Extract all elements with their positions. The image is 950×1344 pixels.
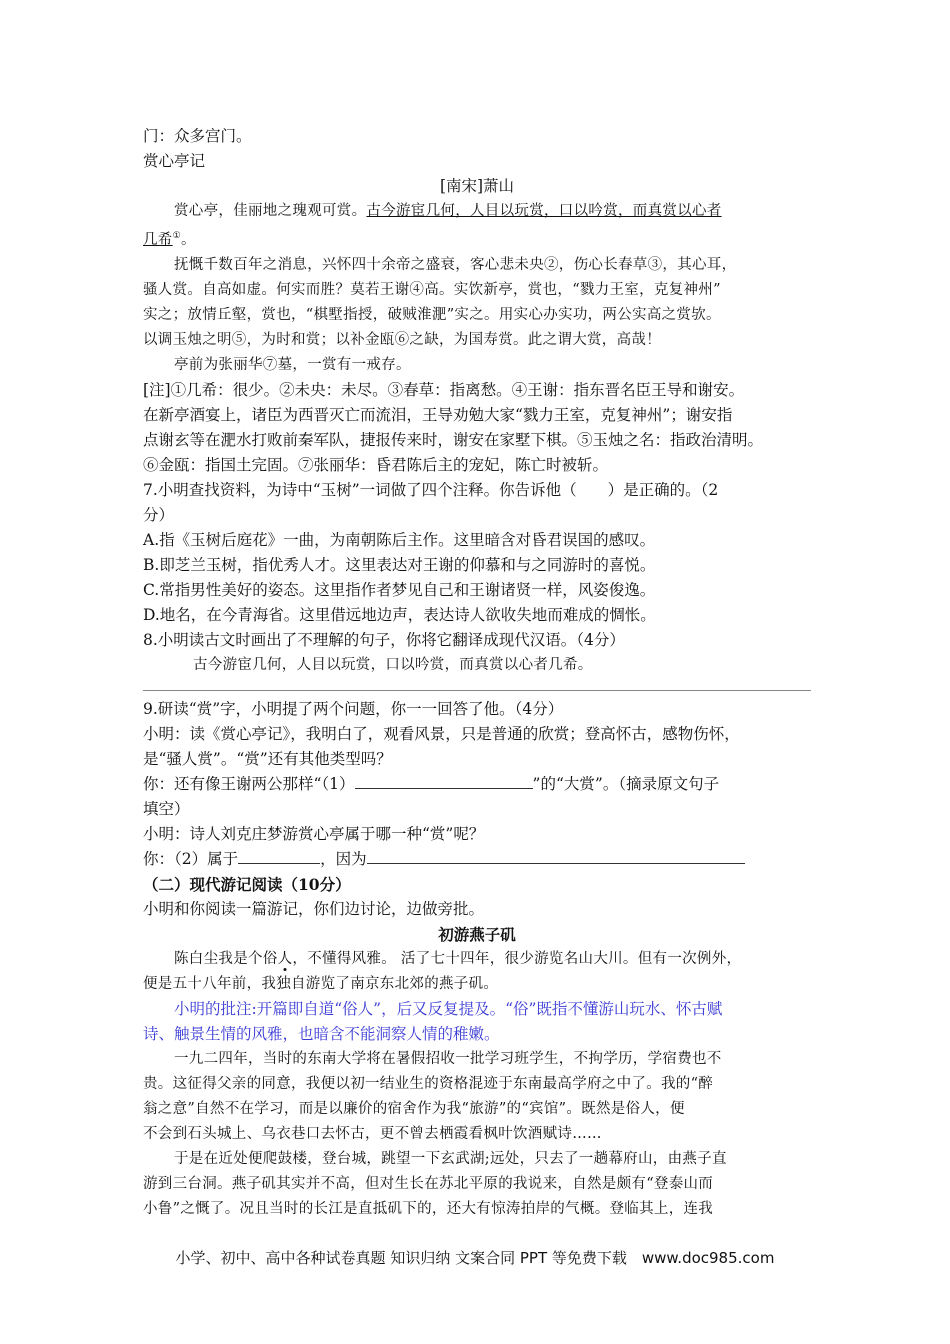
question-8-sentence: 古今游宦几何，人目以玩赏，口以吟赏，而真赏以心者几希。 — [193, 656, 593, 673]
answer-line[interactable] — [143, 680, 811, 691]
note-line: ⑥金瓯：指国土完固。⑦张丽华：昏君陈后主的宠妃，陈亡时被斩。 — [143, 455, 609, 474]
dialog-line: 小明：诗人刘克庄梦游赏心亭属于哪一种“赏”呢？ — [143, 824, 485, 843]
note-line: [注]①几希：很少。②未央：未尽。③春草：指离愁。④王谢：指东晋名臣王导和谢安。 — [143, 380, 745, 399]
note-line: 点谢玄等在淝水打败前秦军队，捷报传来时，谢安在家墅下棋。⑤玉烛之名：指政治清明。 — [143, 430, 764, 449]
text-line: 陈白尘我是个俗人，不懂得风雅。 活了七十四年，很少游览名山大川。但有一次例外， — [174, 950, 742, 967]
answer-blank-1[interactable] — [355, 772, 533, 789]
student-comment: 小明的批注:开篇即自道“俗人”，后又反复提及。“俗”既指不懂游山玩水、怀古赋 — [174, 999, 723, 1018]
text-line: 于是在近处便爬鼓楼，登台城，跳望一下玄武湖;远处，只去了一趟幕府山，由燕子直 — [174, 1150, 727, 1167]
text-line: 亭前为张丽华⑦墓，一赏有一戒存。 — [174, 356, 411, 373]
text-line: 抚慨千数百年之消息，兴怀四十余帝之盛衰，客心悲未央②，伤心长春草③，其心耳， — [174, 256, 737, 273]
text-line: 实之；放情丘壑，赏也，“棋墅指授，破贼淮淝”实之。用实心办实功，两公实高之赏欤。 — [143, 306, 721, 323]
text-line: 翁之意”自然不在学习，而是以廉价的宿舍作为我“旅游”的“宾馆”。既然是俗人，便 — [143, 1100, 685, 1117]
question-8: 8.小明读古文时画出了不理解的句子，你将它翻译成现代汉语。（4分） — [143, 630, 625, 649]
option-c: C.常指男性美好的姿态。这里指作者梦见自己和王谢诸贤一样，风姿俊逸。 — [143, 580, 656, 599]
note-line: 在新亭酒宴上，诸臣为西晋灭亡而流泪，王导劝勉大家“戮力王室，克复神州”；谢安指 — [143, 405, 733, 424]
text-line: 小鲁”之慨了。况且当时的长江是直抵矶下的，还大有惊涛拍岸的气概。登临其上，连我 — [143, 1200, 714, 1217]
option-d: D.地名，在今青海省。这里借远地边声，表达诗人欲收失地而难成的惆怅。 — [143, 605, 656, 624]
text-line: 小明和你阅读一篇游记，你们边讨论，边做旁批。 — [143, 899, 485, 918]
dialog-line: 你：还有像王谢两公那样“（1） ”的“大赏”。（摘录原文句子 — [143, 772, 811, 797]
passage-title: 赏心亭记 — [143, 152, 206, 170]
option-a: A.指《玉树后庭花》一曲，为南朝陈后主作。这里暗含对昏君误国的感叹。 — [143, 530, 656, 549]
text-line: 赏心亭，佳丽地之瑰观可赏。古今游宦几何，人目以玩赏，口以吟赏，而真赏以心者 — [174, 203, 722, 219]
option-b: B.即芝兰玉树，指优秀人才。这里表达对王谢的仰慕和与之同游时的喜悦。 — [143, 555, 656, 574]
document-page — [143, 124, 811, 1222]
text-line: 贵。这征得父亲的同意，我便以初一结业生的资格混迹于东南最高学府之中了。我的“醉 — [143, 1075, 714, 1092]
student-comment: 诗、触景生情的风雅，也暗含不能洞察人情的稚嫩。 — [143, 1024, 500, 1043]
text-line: 不会到石头城上、乌衣巷口去怀古，更不曾去栖霞看枫叶饮酒赋诗…… — [143, 1125, 602, 1142]
text-line: 骚人赏。自高如虚。何实而胜？莫若王谢④高。实饮新亭，赏也，“戮力王室，克复神州” — [143, 281, 721, 298]
dialog-line: 填空） — [143, 799, 190, 818]
section-heading: （二）现代游记阅读（10分） — [143, 874, 351, 894]
emphasis-dot: 人 — [277, 950, 293, 967]
question-7-cont: 分） — [143, 505, 175, 524]
underlined-sentence: 古今游宦几何，人目以玩赏，口以吟赏，而真赏以心者 — [366, 203, 722, 219]
author-line: [南宋]萧山 — [439, 177, 515, 195]
question-7: 7.小明查找资料，为诗中“玉树”一词做了四个注释。你告诉他（ ）是正确的。（2 — [143, 480, 719, 499]
answer-blank-2a[interactable] — [238, 847, 320, 864]
text-line: 门：众多宫门。 — [143, 127, 252, 145]
question-9: 9.研读“赏”字，小明提了两个问题，你一一回答了他。（4分） — [143, 699, 564, 718]
dialog-line: 是“骚人赏”。“赏”还有其他类型吗？ — [143, 749, 392, 768]
text-line: 以调玉烛之明⑤，为时和赏；以补金瓯⑥之缺，为国寿赏。此之谓大赏，高哉！ — [143, 331, 661, 348]
dialog-line: 小明：读《赏心亭记》，我明白了，观看风景，只是普通的欣赏；登高怀古，感物伤怀， — [143, 724, 740, 743]
text-line: 一九二四年，当时的东南大学将在暑假招收一批学习班学生，不拘学历，学宿费也不 — [174, 1050, 722, 1067]
answer-blank-2b[interactable] — [367, 847, 745, 864]
text-line: 几希①。 — [143, 231, 196, 248]
dialog-line: 你：（2）属于 ，因为 — [143, 847, 811, 872]
text-line: 游到三台洞。燕子矶其实并不高，但对生长在苏北平原的我说来，自然是颇有“登泰山而 — [143, 1175, 714, 1192]
article-title: 初游燕子矶 — [438, 924, 516, 944]
text-line: 便是五十八年前，我独自游览了南京东北郊的燕子矶。 — [143, 975, 499, 992]
page-footer: 小学、初中、高中各种试卷真题 知识归纳 文案合同 PPT 等免费下载 www.doc985.com — [175, 1249, 775, 1267]
